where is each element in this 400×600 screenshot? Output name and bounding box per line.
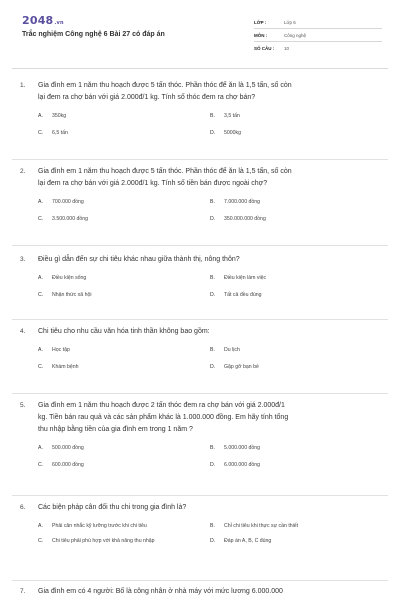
page-header [0,0,400,70]
logo-text: 2048 [22,14,54,27]
option-text: Du lịch [224,347,240,353]
option-letter: C. [38,292,44,298]
option-text: Gặp gỡ bạn bè [224,364,259,370]
answer-option[interactable] [38,537,210,545]
quiz-meta [254,16,382,55]
option-text: 3,5 tấn [224,113,240,119]
question-number: 1. [20,82,26,89]
question-4 [20,326,390,371]
answer-option[interactable] [38,215,210,223]
meta-key: SỐ CÂU : [254,46,275,51]
question-number: 2. [20,168,26,175]
answer-option[interactable] [210,444,382,452]
option-text: 350.000.000 đồng [224,216,266,222]
meta-row-class [254,16,382,29]
answer-option[interactable] [38,363,210,371]
question-text: Các biện pháp cân đối thu chi trong gia đình là? [38,504,187,511]
question-3 [20,254,390,299]
option-letter: D. [210,538,216,544]
option-letter: C. [38,538,44,544]
answer-options [38,346,390,371]
question-separator [12,393,388,394]
option-text: Nhận thức xã hội [52,292,92,298]
answer-option[interactable] [210,129,382,137]
question-text: Gia đình em 1 năm thu hoạch được 5 tấn thóc. Phần thóc để ăn là 1,5 tấn, số còn [38,168,292,175]
option-letter: B. [210,523,215,529]
answer-option[interactable] [210,215,382,223]
question-line [20,586,390,598]
question-line [20,92,390,104]
option-text: 350kg [52,113,67,119]
option-letter: C. [38,364,44,370]
option-text: Học tập [52,347,70,353]
option-text: Đáp án A, B, C đúng [224,538,272,544]
option-letter: B. [210,275,215,281]
option-letter: B. [210,347,215,353]
question-line [20,166,390,178]
question-line [20,80,390,92]
option-text: Điều kiện làm việc [224,275,267,281]
answer-options [38,444,390,469]
answer-option[interactable] [210,198,382,206]
option-text: Chi tiêu phải phù hợp với khả năng thu nhập [52,538,155,544]
option-letter: A. [38,347,43,353]
question-1 [20,80,390,137]
question-line [20,326,390,338]
question-text: lại đem ra chợ bán với giá 2.000đ/1 kg. Tính số tiền bán được ngoài chợ? [38,180,268,187]
question-text: Gia đình em 1 năm thu hoạch được 2 tấn thóc đem ra chợ bán với giá 2.000đ/1 [38,402,285,409]
option-letter: C. [38,216,44,222]
meta-value: Công nghệ [284,32,307,38]
question-number: 6. [20,504,26,511]
question-line [20,412,390,424]
meta-key: MÔN : [254,32,268,38]
option-letter: D. [210,216,216,222]
answer-option[interactable] [210,112,382,120]
question-separator [12,580,388,581]
question-6 [20,502,390,545]
option-letter: D. [210,462,216,468]
question-line [20,178,390,190]
option-text: 3.500.000 đồng [52,216,89,222]
answer-option[interactable] [210,537,382,545]
question-text: Gia đình em 1 năm thu hoạch được 5 tấn thóc. Phần thóc để ăn là 1,5 tấn, số còn [38,82,292,89]
option-letter: A. [38,445,43,451]
option-text: Điều kiện sống [52,275,87,281]
option-letter: A. [38,523,43,529]
option-text: 5.000.000 đồng [224,445,261,451]
option-text: 6,5 tấn [52,130,68,136]
meta-value: Lớp 6 [284,19,296,25]
question-separator [12,495,388,496]
option-text: 500.000 đồng [52,445,84,451]
question-number: 7. [20,588,26,595]
meta-value: 10 [284,46,290,51]
question-text: Chi tiêu cho nhu cầu văn hóa tinh thần không bao gồm: [38,328,210,335]
answer-option[interactable] [38,291,210,299]
option-letter: C. [38,130,44,136]
meta-key: LỚP : [254,19,267,25]
option-text: 5000kg [224,130,242,136]
question-line [20,502,390,514]
question-2 [20,166,390,223]
option-letter: D. [210,364,216,370]
question-text: thu nhập bằng tiền của gia đình em trong 1 năm ? [38,426,193,433]
question-text: Gia đình em có 4 người: Bố là công nhân ở nhà máy với mức lương 6.000.000 [38,588,283,595]
question-7 [20,586,390,598]
option-text: Tất cả đều đúng [224,292,262,298]
meta-row-count [254,42,382,55]
answer-options [38,522,390,545]
option-text: 700.000 đồng [52,199,84,205]
answer-option[interactable] [38,522,210,530]
answer-option[interactable] [38,198,210,206]
question-text: lại đem ra chợ bán với giá 2.000đ/1 kg. Tính số thóc đem ra chợ bán? [38,94,256,101]
answer-option[interactable] [210,363,382,371]
answer-option[interactable] [210,291,382,299]
answer-option[interactable] [210,522,382,530]
question-separator [12,319,388,320]
page-title: Trắc nghiệm Công nghệ 6 Bài 27 có đáp án [22,31,165,38]
question-line [20,400,390,412]
answer-options [38,274,390,299]
question-number: 5. [20,402,26,409]
question-separator [12,159,388,160]
option-letter: D. [210,130,216,136]
answer-option[interactable] [38,274,210,282]
question-text: Điều gì dẫn đến sự chi tiêu khác nhau giữa thành thị, nông thôn? [38,256,240,263]
option-text: Phải cân nhắc kỹ lưỡng trước khi chi tiêu [52,523,147,529]
option-letter: A. [38,113,43,119]
answer-option[interactable] [38,112,210,120]
answer-option[interactable] [210,346,382,354]
answer-option[interactable] [38,461,210,469]
answer-option[interactable] [38,346,210,354]
answer-options [38,198,390,223]
answer-options [38,112,390,137]
answer-option[interactable] [210,274,382,282]
answer-option[interactable] [210,461,382,469]
answer-option[interactable] [38,444,210,452]
option-letter: A. [38,275,43,281]
logo-tld: .vn [54,20,64,26]
option-text: 600.000 đồng [52,462,84,468]
option-text: 6.000.000 đồng [224,462,261,468]
answer-option[interactable] [38,129,210,137]
site-logo[interactable] [22,14,64,27]
question-number: 4. [20,328,26,335]
option-text: 7.000.000 đồng [224,199,261,205]
option-text: Chỉ chi tiêu khi thực sự cần thiết [224,523,299,529]
option-letter: C. [38,462,44,468]
question-number: 3. [20,256,26,263]
option-text: Khám bệnh [52,364,79,370]
option-letter: B. [210,445,215,451]
option-letter: A. [38,199,43,205]
option-letter: D. [210,292,216,298]
option-letter: B. [210,113,215,119]
question-line [20,254,390,266]
question-line [20,424,390,436]
header-divider [12,68,388,69]
meta-row-subject [254,29,382,42]
question-separator [12,245,388,246]
question-5 [20,400,390,469]
question-text: kg. Tiền bán rau quả và các sản phẩm khác là 1.000.000 đồng. Em hãy tính tổng [38,414,289,421]
option-letter: B. [210,199,215,205]
